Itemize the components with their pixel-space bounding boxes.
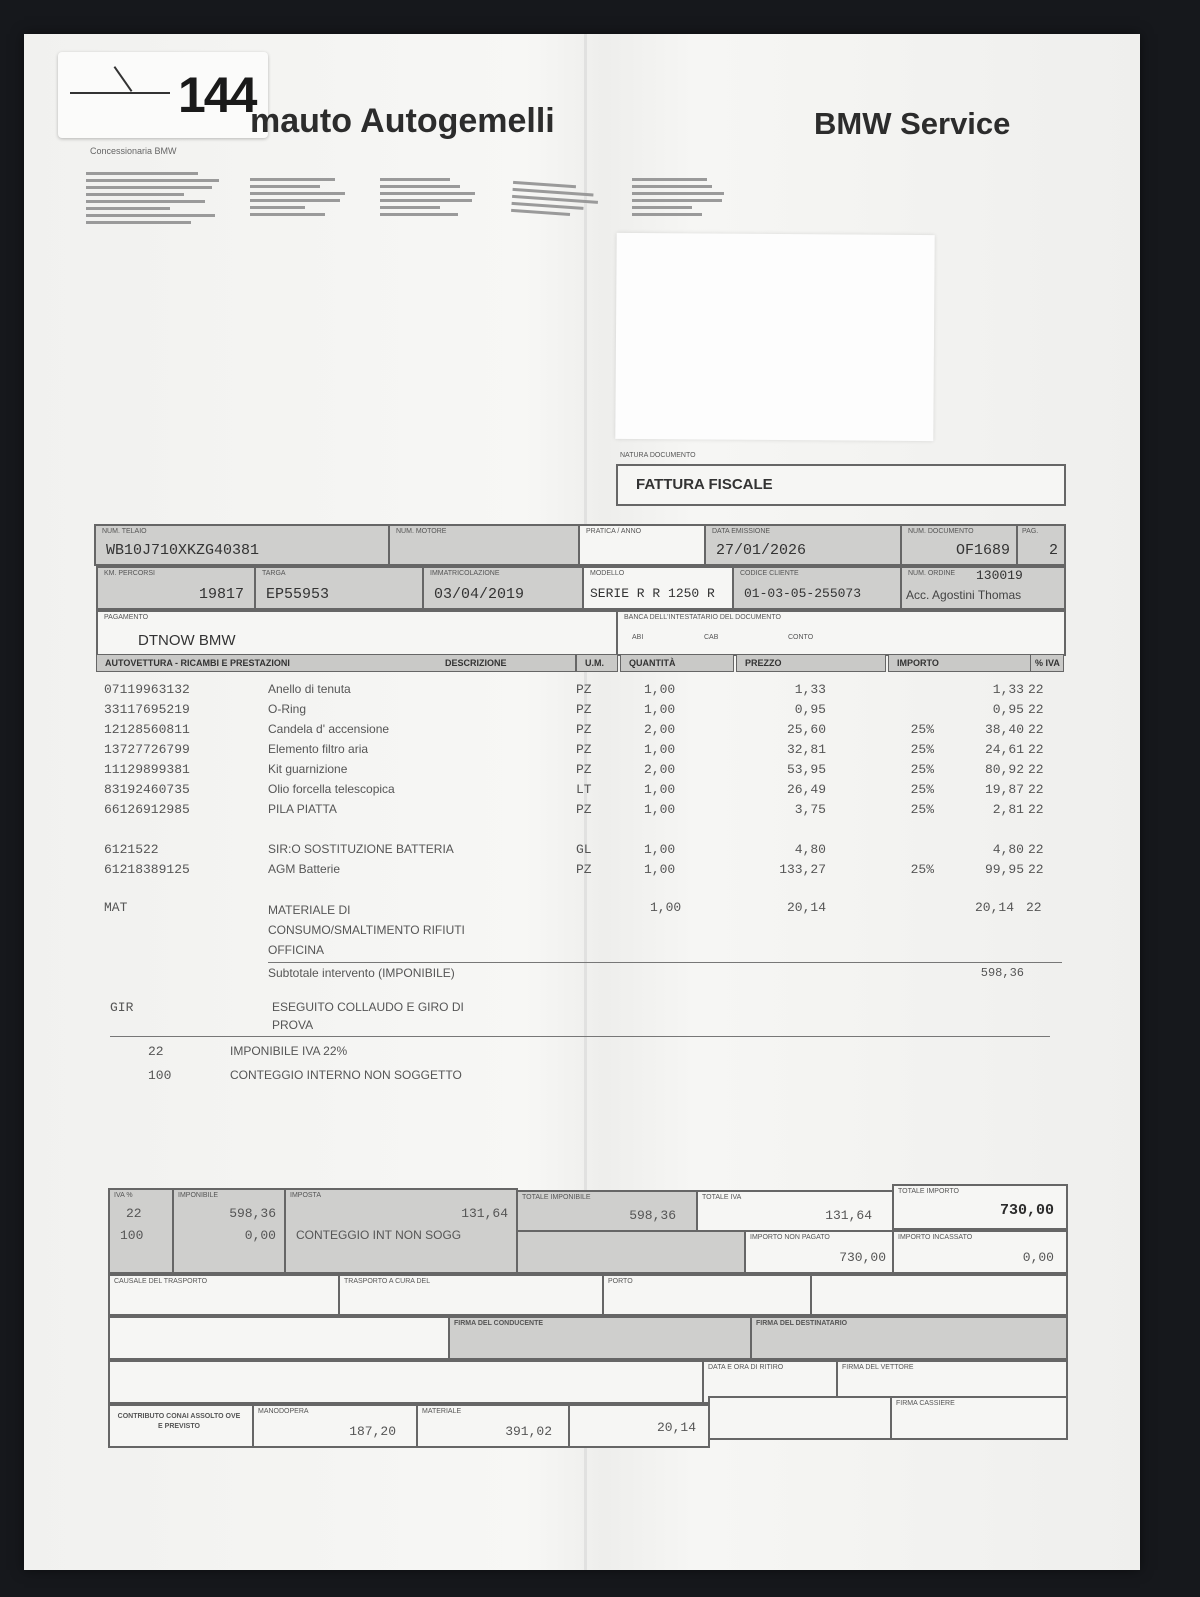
mat-desc-line: CONSUMO/SMALTIMENTO RIFIUTI xyxy=(268,923,465,937)
cell-iva: 22 xyxy=(1028,802,1044,817)
cell-um: LT xyxy=(576,782,592,797)
footer-label: FIRMA DEL VETTORE xyxy=(842,1364,914,1371)
footer-label: FIRMA DEL CONDUCENTE xyxy=(454,1320,544,1327)
cell-amount: 24,61 xyxy=(984,742,1024,757)
cell-um: PZ xyxy=(576,762,592,777)
cell-qty: 2,00 xyxy=(644,762,676,777)
subtotal-rule xyxy=(268,962,1062,963)
field-value: EP55953 xyxy=(266,586,330,603)
firma-cassiere xyxy=(890,1396,1068,1440)
cell-iva: 22 xyxy=(1028,782,1044,797)
field-pagamento xyxy=(96,610,618,656)
cell-price: 4,80 xyxy=(794,842,826,857)
totals-imposta-col xyxy=(284,1188,518,1274)
dealer-name: mauto Autogemelli xyxy=(250,102,555,140)
field-value: 19817 xyxy=(198,586,244,603)
footer-label: CONTRIBUTO CONAI ASSOLTO OVE E PREVISTO xyxy=(117,1413,241,1430)
field-pratica xyxy=(578,524,706,566)
totals-iva: 22 xyxy=(126,1206,142,1221)
manodopera xyxy=(252,1404,418,1448)
sticky-note-tag xyxy=(58,52,268,138)
mat-desc xyxy=(268,900,465,960)
cell-amount: 0,95 xyxy=(992,702,1024,717)
totale-iva-value: 131,64 xyxy=(825,1208,872,1223)
field-value: DTNOW BMW xyxy=(138,632,236,649)
footer-label: TRASPORTO A CURA DEL xyxy=(344,1278,431,1285)
cell-qty: 1,00 xyxy=(644,862,676,877)
gir-desc-line: ESEGUITO COLLAUDO E GIRO DI xyxy=(272,1000,464,1014)
mat-amount: 20,14 xyxy=(974,900,1014,915)
field-value: 130019 xyxy=(976,568,1023,583)
address-block xyxy=(380,174,480,220)
footer-box xyxy=(108,1360,704,1404)
cell-amount: 99,95 xyxy=(984,862,1024,877)
cell-qty: 1,00 xyxy=(644,742,676,757)
field-pag xyxy=(1016,524,1066,566)
field-km xyxy=(96,566,256,610)
cell-amount: 4,80 xyxy=(992,842,1024,857)
cell-price: 26,49 xyxy=(786,782,826,797)
cell-code: 07119963132 xyxy=(104,682,190,697)
cell-iva: 22 xyxy=(1028,842,1044,857)
footer-label: CAUSALE DEL TRASPORTO xyxy=(114,1278,208,1285)
section-rule xyxy=(110,1036,1050,1037)
doc-type-value: FATTURA FISCALE xyxy=(636,476,773,493)
cell-qty: 1,00 xyxy=(644,782,676,797)
cell-qty: 1,00 xyxy=(644,802,676,817)
totals-label: IVA % xyxy=(114,1192,133,1199)
totale-iva xyxy=(696,1190,894,1232)
cell-price: 3,75 xyxy=(794,802,826,817)
field-label: BANCA DELL'INTESTATARIO DEL DOCUMENTO xyxy=(624,614,781,621)
cell-desc: Anello di tenuta xyxy=(268,682,351,696)
cell-iva: 22 xyxy=(1028,702,1044,717)
abi-label: ABI xyxy=(632,634,644,641)
totals-blank xyxy=(516,1230,746,1274)
field-label: NUM. MOTORE xyxy=(396,528,447,535)
cell-um: GL xyxy=(576,842,592,857)
field-label: PAG. xyxy=(1022,528,1039,535)
field-label: MODELLO xyxy=(590,570,625,577)
items-body xyxy=(104,680,1064,890)
field-label: KM. PERCORSI xyxy=(104,570,155,577)
mat-iva: 22 xyxy=(1026,900,1042,915)
importo-non-pagato-value: 730,00 xyxy=(839,1250,886,1265)
table-row xyxy=(104,860,1064,880)
cell-code: 33117695219 xyxy=(104,702,190,717)
field-label: NUM. ORDINE xyxy=(908,570,956,577)
cell-qty: 1,00 xyxy=(644,842,676,857)
footer-box xyxy=(108,1316,450,1360)
cell-code: 6121522 xyxy=(104,842,159,857)
vat-note-code: 22 xyxy=(148,1044,164,1059)
cell-desc: Elemento filtro aria xyxy=(268,742,369,756)
field-value: 03/04/2019 xyxy=(434,586,525,603)
field-value: WB10J710XKZG40381 xyxy=(106,542,260,559)
table-row xyxy=(104,720,1064,740)
brand-title: BMW Service xyxy=(814,106,1011,141)
totals-iva-col xyxy=(108,1188,174,1274)
manodopera-value: 187,20 xyxy=(349,1424,396,1439)
field-num-documento xyxy=(900,524,1018,566)
cell-desc: Olio forcella telescopica xyxy=(268,782,395,796)
cell-desc: AGM Batterie xyxy=(268,862,341,876)
importo-incassato xyxy=(892,1230,1068,1274)
field-num-ordine xyxy=(900,566,1066,610)
totale-imponibile-value: 598,36 xyxy=(629,1208,676,1223)
cell-price: 25,60 xyxy=(786,722,826,737)
cell-price: 32,81 xyxy=(786,742,826,757)
mat-desc-line: OFFICINA xyxy=(268,943,324,957)
field-value: 27/01/2026 xyxy=(716,542,807,559)
th-code-label: AUTOVETTURA - RICAMBI E PRESTAZIONI xyxy=(105,658,290,668)
th-amount: IMPORTO xyxy=(888,654,1038,672)
cell-iva: 22 xyxy=(1028,762,1044,777)
doc-type-box xyxy=(616,464,1066,506)
importo-non-pagato xyxy=(744,1230,894,1274)
table-row xyxy=(104,680,1064,700)
th-desc-label: DESCRIZIONE xyxy=(445,658,507,668)
th-um: U.M. xyxy=(576,654,618,672)
field-label: PAGAMENTO xyxy=(104,614,149,621)
table-row xyxy=(104,700,1064,720)
cell-code: 66126912985 xyxy=(104,802,190,817)
altro-value: 20,14 xyxy=(656,1420,696,1435)
accettatore: Acc. Agostini Thomas xyxy=(906,588,1022,602)
th-price: PREZZO xyxy=(736,654,886,672)
strike-mark xyxy=(70,92,170,94)
field-codice-cliente xyxy=(732,566,902,610)
cell-disc: 25% xyxy=(910,742,934,757)
gir-desc xyxy=(272,998,464,1034)
cell-qty: 1,00 xyxy=(644,702,676,717)
cell-iva: 22 xyxy=(1028,682,1044,697)
doc-type-label: NATURA DOCUMENTO xyxy=(620,452,696,459)
table-row xyxy=(104,780,1064,800)
address-block xyxy=(511,177,604,222)
porto xyxy=(602,1274,812,1316)
field-targa xyxy=(254,566,424,610)
totals-imponibile: 0,00 xyxy=(244,1228,276,1243)
address-block xyxy=(250,174,350,220)
conto-label: CONTO xyxy=(788,634,814,641)
cell-code: 13727726799 xyxy=(104,742,190,757)
table-row xyxy=(104,740,1064,760)
field-label: IMMATRICOLAZIONE xyxy=(430,570,500,577)
totals-iva: 100 xyxy=(120,1228,144,1243)
address-block xyxy=(86,168,226,228)
cell-iva: 22 xyxy=(1028,862,1044,877)
cell-desc: SIR:O SOSTITUZIONE BATTERIA xyxy=(268,842,454,856)
field-label: CODICE CLIENTE xyxy=(740,570,799,577)
cell-amount: 1,33 xyxy=(992,682,1024,697)
cell-price: 133,27 xyxy=(779,862,826,877)
materiale xyxy=(416,1404,570,1448)
footer-box xyxy=(810,1274,1068,1316)
cell-code: 11129899381 xyxy=(104,762,190,777)
totals-label: TOTALE IMPORTO xyxy=(898,1188,959,1195)
footer-label: DATA E ORA DI RITIRO xyxy=(708,1364,784,1371)
cell-disc: 25% xyxy=(910,862,934,877)
cell-amount: 2,81 xyxy=(992,802,1024,817)
field-motore xyxy=(388,524,582,566)
vat-note-code: 100 xyxy=(148,1068,172,1083)
redaction-patch xyxy=(615,233,934,441)
materiale-value: 391,02 xyxy=(505,1424,552,1439)
mat-code: MAT xyxy=(104,900,128,915)
th-iva: % IVA xyxy=(1030,654,1064,672)
table-row xyxy=(104,800,1064,820)
field-data-emissione xyxy=(704,524,902,566)
totals-imposta: 131,64 xyxy=(461,1206,508,1221)
totals-imponibile: 598,36 xyxy=(229,1206,276,1221)
totals-label: TOTALE IVA xyxy=(702,1194,742,1201)
totals-label: TOTALE IMPONIBILE xyxy=(522,1194,591,1201)
cell-um: PZ xyxy=(576,702,592,717)
cell-amount: 80,92 xyxy=(984,762,1024,777)
table-row xyxy=(104,760,1064,780)
table-row xyxy=(104,840,1064,860)
cell-qty: 2,00 xyxy=(644,722,676,737)
cell-desc: PILA PIATTA xyxy=(268,802,337,816)
field-label: TARGA xyxy=(262,570,286,577)
footer-label: MATERIALE xyxy=(422,1408,462,1415)
cell-amount: 19,87 xyxy=(984,782,1024,797)
totale-imponibile xyxy=(516,1190,698,1232)
field-value: 01-03-05-255073 xyxy=(744,586,862,601)
mat-price: 20,14 xyxy=(786,900,826,915)
field-label: NUM. DOCUMENTO xyxy=(908,528,974,535)
address-block xyxy=(632,174,732,220)
cell-um: PZ xyxy=(576,802,592,817)
subtotal-value: 598,36 xyxy=(980,966,1024,980)
footer-label: PORTO xyxy=(608,1278,633,1285)
field-modello xyxy=(582,566,734,610)
cell-iva: 22 xyxy=(1028,742,1044,757)
mat-qty: 1,00 xyxy=(650,900,682,915)
footer-label: FIRMA DEL DESTINATARIO xyxy=(756,1320,848,1327)
invoice-sheet xyxy=(24,34,1140,1570)
cell-price: 0,95 xyxy=(794,702,826,717)
cell-price: 1,33 xyxy=(794,682,826,697)
contributo-conai xyxy=(108,1404,254,1448)
importo-incassato-value: 0,00 xyxy=(1022,1250,1054,1265)
totals-label: IMPONIBILE xyxy=(178,1192,219,1199)
totals-imponibile-col xyxy=(172,1188,286,1274)
trasporto-cura xyxy=(338,1274,604,1316)
cell-desc: O-Ring xyxy=(268,702,307,716)
field-telaio xyxy=(94,524,392,566)
cell-disc: 25% xyxy=(910,722,934,737)
footer-label: FIRMA CASSIERE xyxy=(896,1400,955,1407)
cell-price: 53,95 xyxy=(786,762,826,777)
th-qty: QUANTITÀ xyxy=(620,654,734,672)
cell-disc: 25% xyxy=(910,782,934,797)
footer-box xyxy=(708,1396,892,1440)
table-header xyxy=(96,654,1066,674)
footer-label: MANODOPERA xyxy=(258,1408,309,1415)
firma-conducente xyxy=(448,1316,752,1360)
gir-desc-line: PROVA xyxy=(272,1018,314,1032)
cell-desc: Candela d' accensione xyxy=(268,722,390,736)
totals-label: IMPORTO NON PAGATO xyxy=(750,1234,830,1241)
cell-code: 12128560811 xyxy=(104,722,190,737)
field-immatricolazione xyxy=(422,566,584,610)
cell-um: PZ xyxy=(576,862,592,877)
altro xyxy=(568,1404,710,1448)
field-label: PRATICA / ANNO xyxy=(586,528,642,535)
field-label: DATA EMISSIONE xyxy=(712,528,771,535)
causale-trasporto xyxy=(108,1274,340,1316)
vat-note-text: IMPONIBILE IVA 22% xyxy=(230,1044,348,1058)
cell-um: PZ xyxy=(576,682,592,697)
totals-label: IMPORTO INCASSATO xyxy=(898,1234,973,1241)
totale-importo-value: 730,00 xyxy=(999,1202,1054,1219)
mat-desc-line: MATERIALE DI xyxy=(268,903,351,917)
cell-disc: 25% xyxy=(910,762,934,777)
dealer-subtitle: Concessionaria BMW xyxy=(90,146,177,156)
field-label: NUM. TELAIO xyxy=(102,528,147,535)
cab-label: CAB xyxy=(704,634,719,641)
subtotal-label: Subtotale intervento (IMPONIBILE) xyxy=(268,966,455,980)
totale-importo xyxy=(892,1184,1068,1230)
cell-iva: 22 xyxy=(1028,722,1044,737)
totals-label: IMPOSTA xyxy=(290,1192,321,1199)
gir-code: GIR xyxy=(110,1000,134,1015)
field-banca xyxy=(616,610,1066,656)
cell-code: 83192460735 xyxy=(104,782,190,797)
totals-note: CONTEGGIO INT NON SOGG xyxy=(296,1228,462,1242)
tag-number: 144 xyxy=(178,67,256,123)
th-code xyxy=(96,654,576,672)
cell-um: PZ xyxy=(576,742,592,757)
cell-desc: Kit guarnizione xyxy=(268,762,348,776)
cell-amount: 38,40 xyxy=(984,722,1024,737)
cell-um: PZ xyxy=(576,722,592,737)
field-value: 2 xyxy=(1048,542,1058,559)
cell-qty: 1,00 xyxy=(644,682,676,697)
field-value: SERIE R R 1250 R xyxy=(590,586,715,601)
field-value: OF1689 xyxy=(955,542,1010,559)
cell-code: 61218389125 xyxy=(104,862,190,877)
vat-note-text: CONTEGGIO INTERNO NON SOGGETTO xyxy=(230,1068,462,1082)
firma-destinatario xyxy=(750,1316,1068,1360)
strike-mark xyxy=(114,66,133,92)
cell-disc: 25% xyxy=(910,802,934,817)
